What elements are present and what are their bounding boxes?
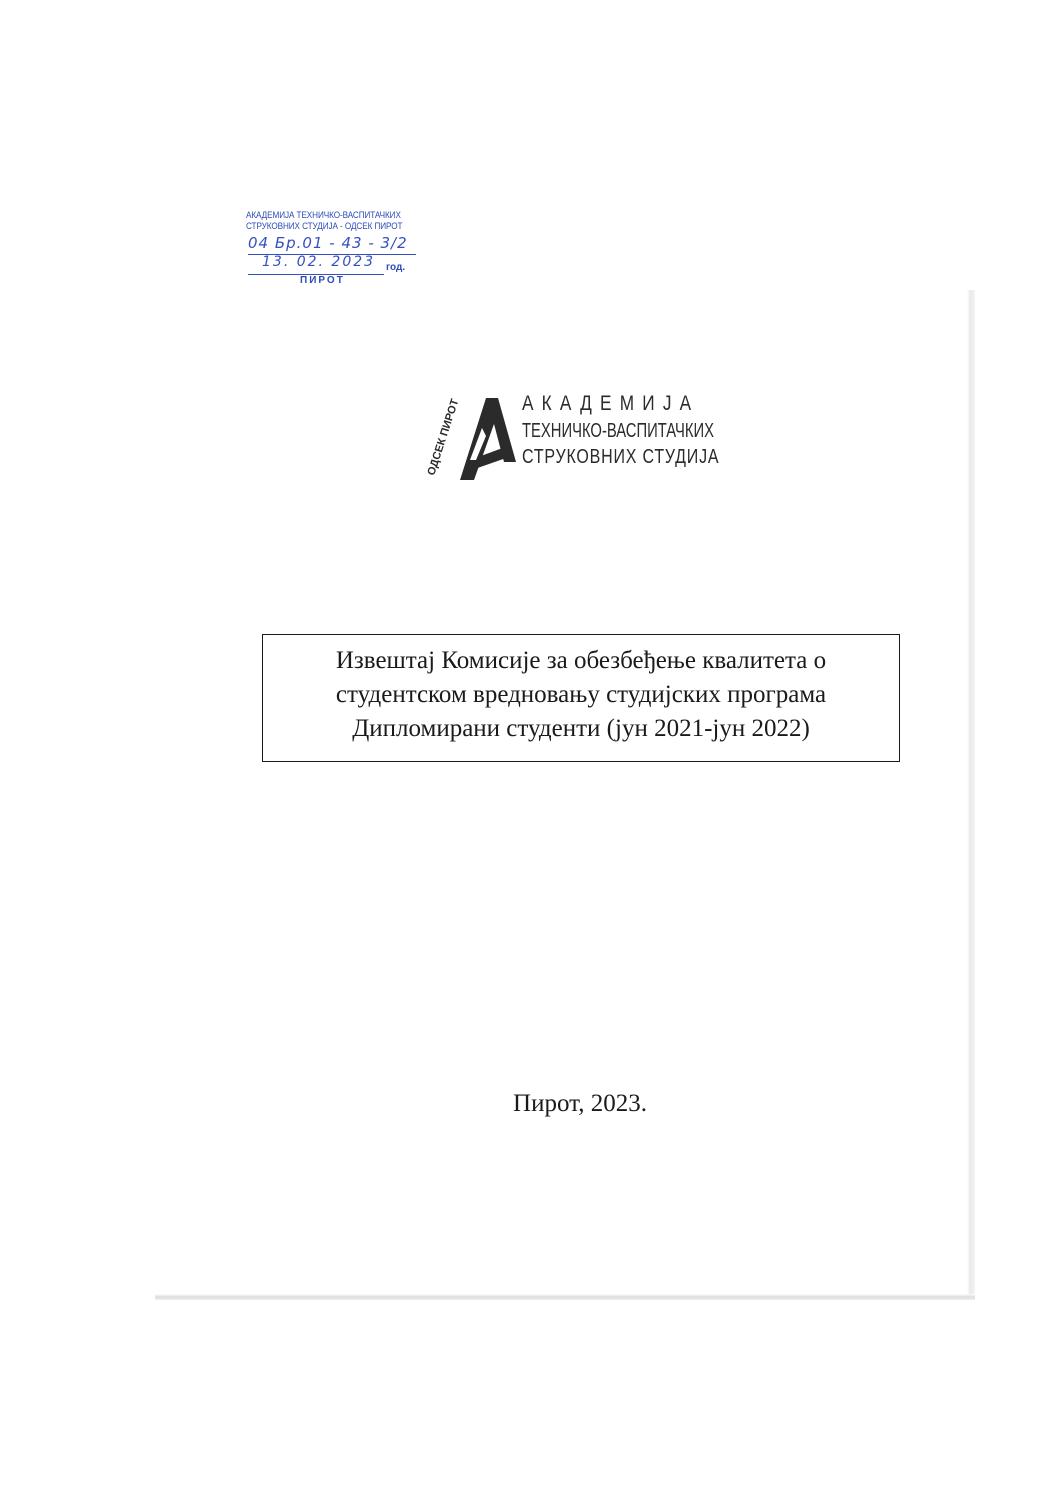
stamp-city: ПИРОТ bbox=[300, 275, 345, 286]
stamp-institution-line: АКАДЕМИЈА ТЕХНИЧКО-ВАСПИТАЧКИХ bbox=[246, 210, 401, 221]
scan-edge-right bbox=[967, 290, 975, 1300]
place-and-year: Пирот, 2023. bbox=[513, 1090, 647, 1117]
academy-logo bbox=[420, 390, 740, 485]
logo-line-professional-studies: СТРУКОВНИХ СТУДИЈА bbox=[522, 446, 720, 468]
report-title-line-3: Дипломирани студенти (јун 2021-јун 2022) bbox=[352, 715, 810, 742]
report-title-line-1: Извештај Комисије за обезбеђење квалитета о bbox=[335, 647, 827, 674]
logo-academy-word: АКАДЕМИЈА bbox=[522, 392, 700, 415]
logo-vertical-label: ОДСЕК ПИРОТ bbox=[425, 397, 462, 477]
registry-stamp bbox=[246, 208, 436, 288]
stamp-year-suffix: год. bbox=[386, 262, 406, 273]
scan-edge-bottom bbox=[155, 1294, 975, 1300]
stamp-registry-number: 04 Бр.01 - 43 - 3/2 bbox=[248, 234, 408, 252]
report-title-box bbox=[262, 634, 900, 762]
report-title-line-2: студентском вредновању студијских програма bbox=[335, 681, 827, 708]
academy-a-logo-icon bbox=[420, 390, 520, 485]
stamp-department-line: СТРУКОВНИХ СТУДИЈА - ОДСЕК ПИРОТ bbox=[246, 221, 403, 232]
stamp-date: 13. 02. 2023 bbox=[262, 254, 376, 270]
logo-line-technical: ТЕХНИЧКО-ВАСПИТАЧКИХ bbox=[522, 420, 715, 442]
